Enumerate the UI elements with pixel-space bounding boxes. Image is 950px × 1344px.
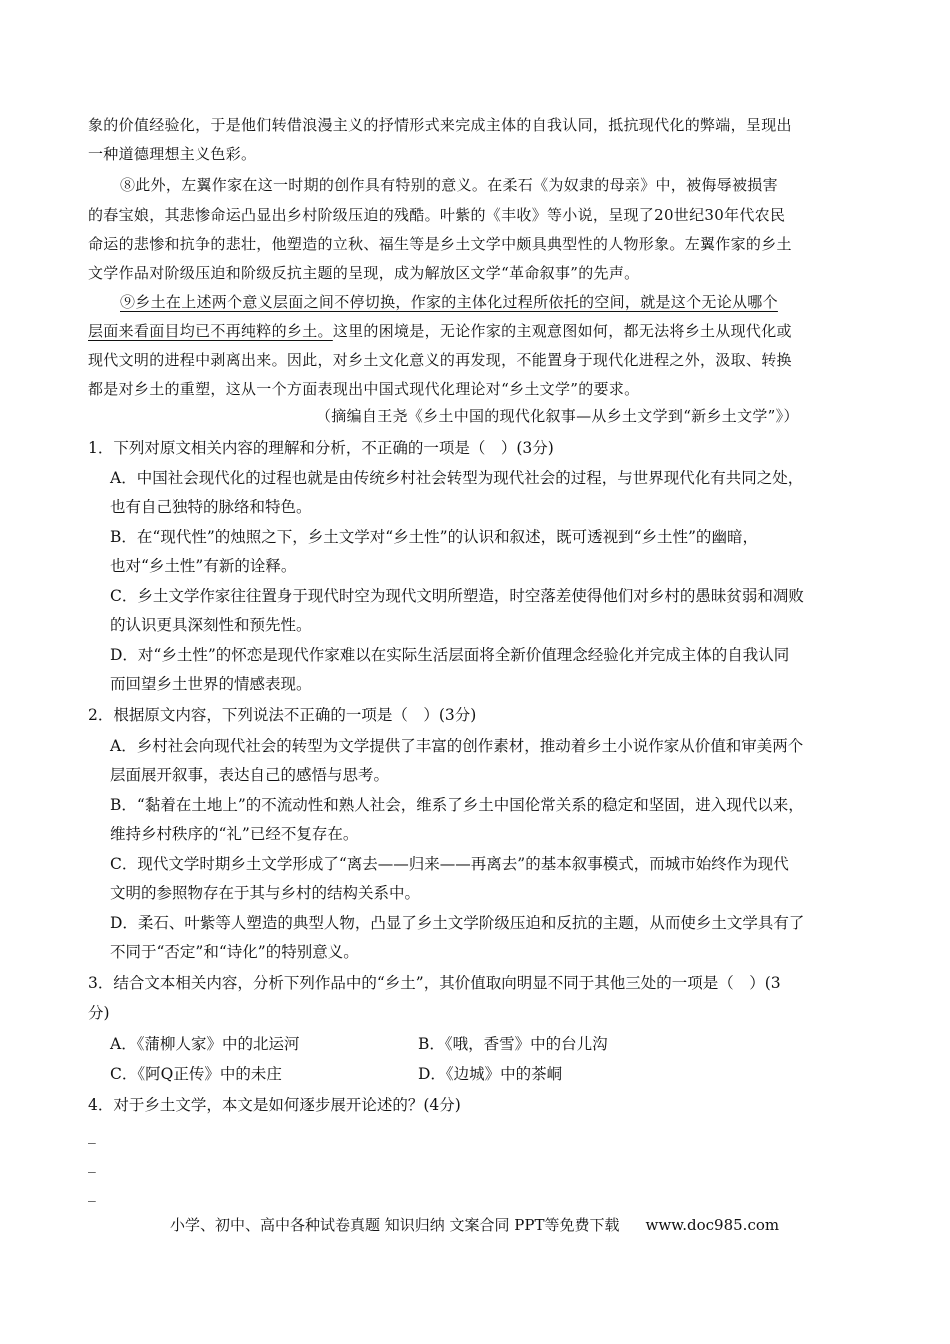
question-2-option-c-cont: 文明的参照物存在于其与乡村的结构关系中。 [110, 884, 421, 902]
question-3-option-c: C．《阿Q正传》中的未庄 [110, 1065, 282, 1083]
question-1-option-b-cont: 也对“乡土性”有新的诠释。 [110, 557, 297, 575]
footer-site-link[interactable]: www.doc985.com [645, 1216, 780, 1234]
question-1-option-a: A．中国社会现代化的过程也就是由传统乡村社会转型为现代社会的过程，与世界现代化有共同之处， [110, 469, 804, 487]
paragraph-9-line: 都是对乡土的重塑，这从一个方面表现出中国式现代化理论对“乡土文学”的要求。 [88, 380, 640, 398]
question-2-option-b-cont: 维持乡村秩序的“礼”已经不复存在。 [110, 825, 359, 843]
underlined-sentence: 层面来看面目均已不再纯粹的乡土。 [88, 322, 333, 340]
question-1-option-b: B．在“现代性”的烛照之下，乡土文学对“乡土性”的认识和叙述，既可透视到“乡土性”的幽暗， [110, 528, 758, 546]
question-1-option-c-cont: 的认识更具深刻性和预先性。 [110, 616, 312, 634]
question-3-option-d: D．《边城》中的茶峒 [418, 1065, 563, 1083]
question-2-option-d-cont: 不同于“否定”和“诗化”的特别意义。 [110, 943, 359, 961]
answer-blank: _ [88, 1155, 96, 1173]
question-3-option-a: A．《蒲柳人家》中的北运河 [110, 1035, 300, 1053]
answer-blank: _ [88, 1184, 96, 1202]
question-3-stem: 3．结合文本相关内容，分析下列作品中的“乡土”，其价值取向明显不同于其他三处的一项是（ ）(3 [88, 974, 781, 992]
question-1-option-c: C．乡土文学作家往往置身于现代时空为现代文明所塑造，时空落差使得他们对乡村的愚昧贫弱和凋败 [110, 587, 804, 605]
question-2-option-a: A．乡村社会向现代社会的转型为文学提供了丰富的创作素材，推动着乡土小说作家从价值和审美两个 [110, 737, 804, 755]
question-2-option-d: D．柔石、叶紫等人塑造的典型人物，凸显了乡土文学阶级压迫和反抗的主题，从而使乡土文学具有了 [110, 914, 805, 932]
question-3-stem-cont: 分) [88, 1004, 110, 1022]
paragraph-9-line: 现代文明的进程中剥离出来。因此，对乡土文化意义的再发现，不能置身于现代化进程之外，汲取、转换 [88, 351, 792, 369]
question-1-option-a-cont: 也有自己独特的脉络和特色。 [110, 498, 312, 516]
sentence: 这里的困境是，无论作家的主观意图如何，都无法将乡土从现代化或 [332, 322, 792, 340]
paragraph-8-line: 命运的悲惨和抗争的悲壮，他塑造的立秋、福生等是乡土文学中颇具典型性的人物形象。左翼作家的乡土 [88, 235, 792, 253]
question-1-option-d: D．对“乡土性”的怀恋是现代作家难以在实际生活层面将全新价值理念经验化并完成主体的自我认同 [110, 646, 790, 664]
page-footer [170, 1214, 779, 1235]
question-2-option-b: B．“黏着在土地上”的不流动性和熟人社会，维系了乡土中国伦常关系的稳定和坚固，进入现代以来， [110, 796, 804, 814]
passage-line: 一种道德理想主义色彩。 [88, 145, 257, 163]
question-1-option-d-cont: 而回望乡土世界的情感表现。 [110, 675, 312, 693]
question-2-stem: 2．根据原文内容，下列说法不正确的一项是（ ）(3分) [88, 706, 477, 724]
footer-text: 小学、初中、高中各种试卷真题 知识归纳 文案合同 PPT等免费下载 [170, 1216, 620, 1234]
question-2-option-a-cont: 层面展开叙事，表达自己的感悟与思考。 [110, 766, 390, 784]
paragraph-9-underlined-line: ⑨乡土在上述两个意义层面之间不停切换，作家的主体化过程所依托的空间，就是这个无论从哪个 [120, 293, 778, 311]
paragraph-8-line: 的春宝娘，其悲惨命运凸显出乡村阶级压迫的残酷。叶紫的《丰收》等小说，呈现了20世纪30年代农民 [88, 206, 786, 224]
question-4-stem: 4．对于乡土文学，本文是如何逐步展开论述的？(4分) [88, 1096, 461, 1114]
question-1-stem: 1．下列对原文相关内容的理解和分析，不正确的一项是（ ）(3分) [88, 439, 554, 457]
question-2-option-c: C．现代文学时期乡土文学形成了“离去——归来——再离去”的基本叙事模式，而城市始终作为现代 [110, 855, 789, 873]
answer-blank: _ [88, 1126, 96, 1144]
paragraph-8-line: 文学作品对阶级压迫和阶级反抗主题的呈现，成为解放区文学“革命叙事”的先声。 [88, 264, 640, 282]
question-3-option-b: B．《哦，香雪》中的台儿沟 [418, 1035, 608, 1053]
passage-line: 象的价值经验化，于是他们转借浪漫主义的抒情形式来完成主体的自我认同，抵抗现代化的弊端，呈现出 [88, 116, 792, 134]
paragraph-8-line: ⑧此外，左翼作家在这一时期的创作具有特别的意义。在柔石《为奴隶的母亲》中，被侮辱被损害 [120, 176, 778, 194]
paragraph-9-line [88, 320, 792, 341]
source-citation: （摘编自王尧《乡土中国的现代化叙事—从乡土文学到“新乡土文学”》） [316, 407, 799, 425]
